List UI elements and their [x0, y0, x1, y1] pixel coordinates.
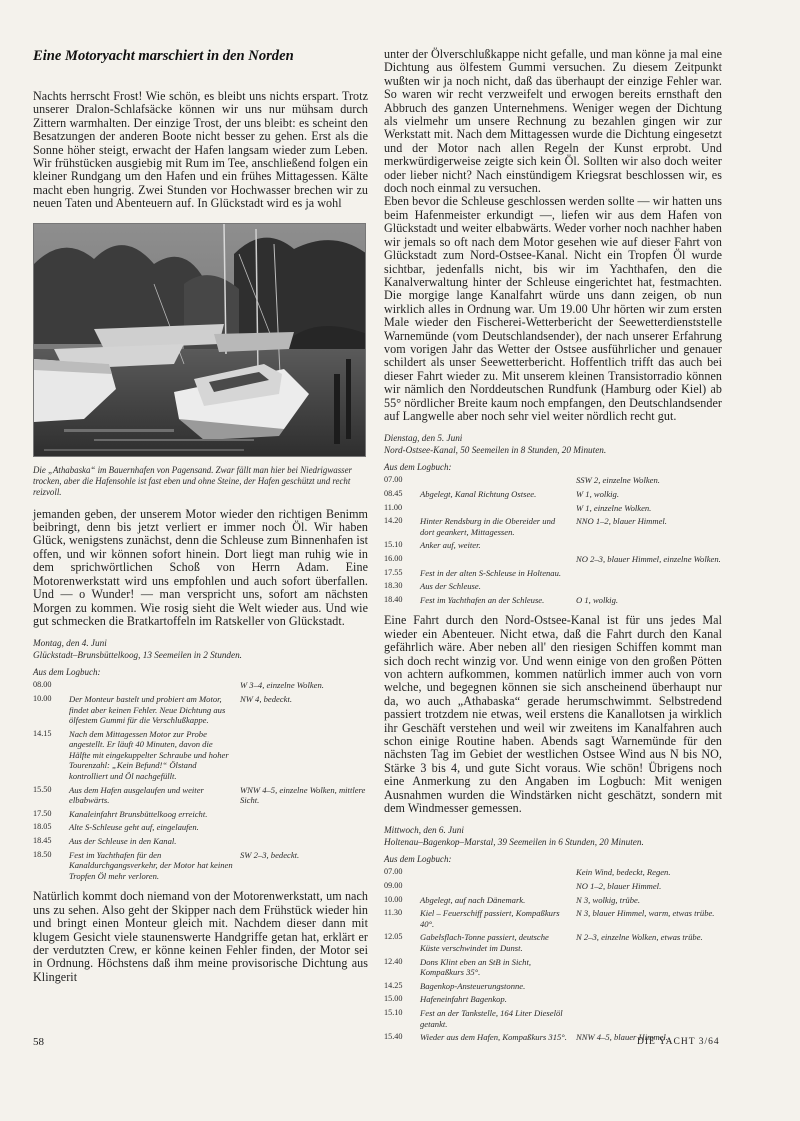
log-time: 14.20 — [384, 516, 403, 526]
publication-footer: DIE YACHT 3/64 — [637, 1037, 720, 1047]
log-event: Der Monteur bastelt und probiert am Motor, findet aber keinen Fehler. Neue Dichtung aus ölfestem Gummi für die Verschlußkappe. — [69, 693, 226, 726]
log-time: 18.40 — [384, 594, 403, 604]
log-event: Bagenkop-Ansteuerungstonne. — [420, 980, 526, 991]
log-event: Fest im Yachthafen für den Kanaldurchgangsverkehr, der Motor hat keinen Tropfen Öl mehr verloren. — [69, 849, 233, 881]
log-weather: SW 2–3, bedeckt. — [240, 849, 300, 860]
log-weather — [576, 568, 722, 582]
log-time: 17.55 — [384, 567, 403, 577]
log-row — [384, 881, 722, 895]
right-paragraph-1: unter der Ölverschlußkappe nicht gefalle, und man könne ja mal eine Dichtung aus ölfestem Gummi versuchen. Zu diesem Zeitpunkt wußten wir ja noch nicht, daß das überhaupt der einzige Fehler war. So waren wir recht verzweifelt und erwogen bereits ernsthaft den Abbruch des ganzen Unternehmens. Weniger wegen der Dichtung als vielmehr um unsere Rechnung zu bezahlen gingen wir zur Werkstatt mit. Nach dem Mittagessen wurde die Dichtung eingesetzt und der Motor nach allen Regeln der Kunst erprobt. Und merkwürdigerweise zeigte sich kein Öl. Sollten wir also doch weiter oder lieber nicht? Nach einstündigem Kriegsrat beschlossen wir, es doch noch einmal zu versuchen. — [384, 47, 722, 196]
log-monday-route: Glückstadt–Brunsbüttelkoog, 13 Seemeilen in 2 Stunden. — [33, 649, 242, 660]
right-paragraph-2: Eben bevor die Schleuse geschlossen werden sollte — wir hatten uns beim Hafenmeister erkundigt —, liefen wir aus dem Hafen von Glückstadt und weiter elbabwärts. Weder vorher noch nachher haben wir jemals so oft nach dem Motor gesehen wie auf dieser Fahrt von Glückstadt zum Nord-Ostsee-Kanal. Nicht ein Tropfen Öl wurde sichtbar, jedenfalls nicht, bis wir im Yachthafen, den die Kanalverwaltung hinter der Schleuse eingerichtet hat, festmachten. Die morgige lange Kanalfahrt würde uns dann zeigen, ob nun wirklich alles in Ordnung war. Um 19.00 Uhr hörten wir zum ersten Male wieder den Fischerei-Wetterbericht der Seewetterdienststelle Warnemünde (vom Deutschlandsender), der nach unserer Erfahrung vom vorigen Jahr das Wetter der Ostsee ausführlicher und genauer schildert als unser Seewetterbericht. Hoffentlich trifft das auch bei dieser Fahrt wieder zu. Mit unserem kleinen Transistorradio können wir nämlich den Norddeutschen Rundfunk (Hamburg oder Kiel) ab 55° nördlicher Breite kaum noch empfangen, den Deutschlandsender auf Langwelle aber noch sehr viel weiter nördlich recht gut. — [384, 194, 722, 423]
harbor-photo — [33, 223, 366, 457]
log-event: Anker auf, weiter. — [420, 540, 481, 551]
log-time: 12.05 — [384, 932, 403, 942]
log-weather — [240, 809, 368, 823]
log-weather: O 1, wolkig. — [576, 594, 619, 605]
log-event: Nach dem Mittagessen Motor zur Probe angestellt. Er läuft 40 Minuten, davon die Hälfte mit eingekuppelter Schraube und hoher Tourenzahl: „Kein Befund!“ Ölstand kontrolliert und Öl nachgefüllt. — [69, 728, 229, 782]
log-event: Alte S-Schleuse geht auf, eingelaufen. — [69, 822, 199, 833]
photo-caption: Die „Athabaska“ im Bauernhafen von Pagensand. Zwar fällt man hier bei Niedrigwasser trocken, aber die Hafensohle ist fast eben und ohne Steine, der Hafen geschützt und recht reizvoll. — [33, 464, 352, 497]
log-event — [69, 680, 240, 694]
log-row — [384, 1008, 722, 1032]
log-time: 18.05 — [33, 822, 52, 832]
log-weather: WNW 4–5, einzelne Wolken, mittlere Sicht. — [240, 784, 366, 806]
log-row — [384, 957, 722, 981]
log-row — [384, 994, 722, 1008]
log-row — [384, 516, 722, 540]
log-monday-date: Montag, den 4. Juni — [33, 638, 107, 649]
left-paragraph-1: Nachts herrscht Frost! Wie schön, es bleibt uns nichts erspart. Trotz unserer Dralon-Schlafsäcke können wir uns nur mühsam durch Zittern warmhalten. Der einzige Trost, der uns bleibt: es scheint den Besatzungen der anderen Boote nicht besser zu gehen. Erst als die Sonne höher steigt, erwacht der Hafen langsam wieder zum Leben. Wir frühstücken ausgiebig mit Rum im Tee, anschließend folgen ein kleiner Rundgang um den Hafen und ein frühes Mittagessen. Kälte macht eben hungrig. Zwei Stunden vor Hochwasser brechen wir zu neuen Taten und Abenteuern auf. In Glückstadt wird es ja wohl — [33, 89, 368, 211]
log-row — [384, 981, 722, 995]
article-headline: Eine Motoryacht marschiert in den Norden — [33, 48, 294, 64]
log-weather: NO 1–2, blauer Himmel. — [576, 881, 662, 891]
log-weather — [240, 836, 368, 850]
left-paragraph-3: Natürlich kommt doch niemand von der Motorenwerkstatt, um nach uns zu sehen. Also geht der Skipper nach dem Frühstück wieder hin und bringt einen Monteur gleich mit. Nachdem dieser dann mit klugem Gesicht viele staunenswerte Handgriffe getan hat, erklärt er der verdutzten Crew, er könne keinen Fehler finden, der Motor sei in Ordnung. Höchstens daß ihm meine provisorische Dichtung aus Klingerit — [33, 889, 368, 984]
log-time: 15.00 — [384, 994, 403, 1004]
log-row — [384, 475, 722, 489]
log-row — [384, 867, 722, 881]
log-row — [384, 908, 722, 932]
log-time: 18.50 — [33, 849, 52, 859]
log-time: 16.00 — [384, 553, 403, 563]
log-time: 08.45 — [384, 488, 403, 498]
log-row — [384, 932, 722, 956]
log-time: 11.30 — [384, 908, 403, 918]
log-wednesday-table — [384, 867, 722, 1045]
log-tuesday-date: Dienstag, den 5. Juni — [384, 433, 463, 444]
log-row — [33, 680, 368, 694]
log-event — [420, 503, 576, 517]
log-event: Fest im Yachthafen an der Schleuse. — [420, 594, 545, 605]
right-column — [384, 48, 722, 1046]
log-weather — [576, 981, 722, 995]
log-weather: W 1, einzelne Wolken. — [576, 502, 652, 513]
log-row — [384, 540, 722, 554]
log-row — [33, 822, 368, 836]
log-event: Abgelegt, Kanal Richtung Ostsee. — [420, 488, 537, 499]
log-time: 07.00 — [384, 475, 403, 485]
log-row — [384, 554, 722, 568]
log-event: Fest an der Tankstelle, 164 Liter Dieselöl getankt. — [420, 1007, 563, 1029]
log-wednesday-header — [384, 825, 722, 848]
log-weather: NNO 1–2, blauer Himmel. — [576, 516, 667, 527]
log-event: Aus der Schleuse. — [420, 581, 481, 592]
log-weather: Kein Wind, bedeckt, Regen. — [576, 867, 671, 878]
log-time: 08.00 — [33, 680, 52, 690]
log-event: Hafeneinfahrt Bagenkop. — [420, 994, 507, 1005]
log-row — [33, 694, 368, 729]
log-event: Kanaleinfahrt Brunsbüttelkoog erreicht. — [69, 808, 208, 819]
log-monday-header — [33, 638, 368, 661]
log-time: 07.00 — [384, 867, 403, 877]
log-weather — [576, 957, 722, 981]
left-column — [33, 48, 368, 984]
log-event — [420, 881, 576, 895]
log-row — [384, 595, 722, 609]
log-wednesday-route: Holtenau–Bagenkop–Marstal, 39 Seemeilen in 6 Stunden, 20 Minuten. — [384, 836, 644, 847]
log-wednesday-subheading: Aus dem Logbuch: — [384, 854, 452, 865]
log-time: 11.00 — [384, 502, 403, 512]
log-tuesday-table — [384, 475, 722, 608]
log-tuesday-route: Nord-Ostsee-Kanal, 50 Seemeilen in 8 Stunden, 20 Minuten. — [384, 444, 607, 455]
log-weather: SSW 2, einzelne Wolken. — [576, 475, 660, 486]
log-time: 18.30 — [384, 581, 403, 591]
log-weather — [576, 1008, 722, 1032]
log-time: 10.00 — [33, 693, 52, 703]
log-event: Gabelsflach-Tonne passiert, deutsche Küste verschwindet im Dunst. — [420, 932, 549, 953]
log-time: 14.15 — [33, 728, 52, 738]
log-event: Abgelegt, auf nach Dänemark. — [420, 894, 526, 905]
log-row — [384, 581, 722, 595]
log-row — [33, 836, 368, 850]
log-weather: NO 2–3, blauer Himmel, einzelne Wolken. — [576, 553, 721, 564]
log-time: 17.50 — [33, 808, 52, 818]
log-event — [420, 475, 576, 489]
log-event: Aus dem Hafen ausgelaufen und weiter elbabwärts. — [69, 784, 204, 806]
log-weather: NNW 4–5, blauer Himmel. — [576, 1032, 668, 1043]
log-weather — [576, 540, 722, 554]
harbor-photo-image — [34, 224, 366, 457]
log-time: 18.45 — [33, 836, 52, 846]
log-row — [384, 568, 722, 582]
log-monday-subheading: Aus dem Logbuch: — [33, 667, 101, 678]
log-time: 15.50 — [33, 784, 52, 794]
log-event: Fest in der alten S-Schleuse in Holtenau. — [420, 567, 562, 578]
log-row — [384, 503, 722, 517]
log-weather: W 1, wolkig. — [576, 488, 619, 499]
log-weather: NW 4, bedeckt. — [240, 693, 293, 704]
log-row — [33, 809, 368, 823]
log-row — [33, 729, 368, 785]
page-number: 58 — [33, 1036, 44, 1048]
left-paragraph-2: jemanden geben, der unserem Motor wieder den richtigen Benimm beibringt, denn bis jetzt verliert er immer noch Öl. Wir haben Glück, wenigstens zunächst, denn die Schleuse zum Binnenhafen ist offen, und wir können sofort hinein. Dort liegt man ruhig wie in dem sprichwörtlichen Schoß von Herrn Adam. Eine Motorenwerkstatt wird uns empfohlen und auch sofort überfallen. Und — o Wunder! — man verspricht uns, sofort am nächsten Morgen zu kommen. Wie rosig sieht die Welt wieder aus. Und wie gut schmecken die Bratkartoffeln im Ratskeller von Glückstadt. — [33, 506, 368, 628]
log-event: Aus der Schleuse in den Kanal. — [69, 836, 177, 847]
log-tuesday-header — [384, 433, 722, 456]
log-event: Wieder aus dem Hafen, Kompaßkurs 315°. — [420, 1032, 567, 1043]
log-weather: W 3–4, einzelne Wolken. — [240, 680, 324, 691]
log-event: Kiel – Feuerschiff passiert, Kompaßkurs 40°. — [420, 908, 560, 929]
log-time: 14.25 — [384, 980, 403, 990]
log-weather — [240, 822, 368, 836]
log-weather: N 3, wolkig, trübe. — [576, 894, 640, 905]
log-time: 15.10 — [384, 540, 403, 550]
log-time: 12.40 — [384, 956, 403, 966]
log-time: 10.00 — [384, 894, 403, 904]
log-monday-table — [33, 680, 368, 884]
log-event — [420, 867, 576, 881]
log-row — [33, 785, 368, 809]
log-event — [420, 554, 576, 568]
log-tuesday-subheading: Aus dem Logbuch: — [384, 462, 452, 473]
log-row — [384, 489, 722, 503]
log-weather: N 2–3, einzelne Wolken, etwas trübe. — [576, 932, 703, 943]
log-event: Dons Klint eben an StB in Sicht, Kompaßkurs 35°. — [420, 956, 531, 978]
log-weather — [576, 994, 722, 1008]
log-row — [33, 850, 368, 885]
log-time: 09.00 — [384, 881, 403, 890]
log-weather — [576, 581, 722, 595]
log-wednesday-date: Mittwoch, den 6. Juni — [384, 825, 464, 836]
log-event: Hinter Rendsburg in die Obereider und dort geankert, Mittagessen. — [420, 516, 556, 537]
log-time: 15.40 — [384, 1032, 403, 1042]
log-weather — [240, 729, 368, 785]
log-time: 15.10 — [384, 1007, 403, 1017]
log-row — [384, 895, 722, 909]
log-weather: N 3, blauer Himmel, warm, etwas trübe. — [576, 908, 715, 919]
right-paragraph-3: Eine Fahrt durch den Nord-Ostsee-Kanal ist für uns jedes Mal wieder ein Abenteuer. Nicht etwa, daß die Fahrt durch den Kanal gefährlich wäre. Aber neben all' den riesigen Schiffen kommt man sich doch recht winzig vor. Und wenn einige von den großen Pötten von achtern aufkommen, kommen natürlich immer auch von vorn welche, und begegnen können sie sich anscheinend überhaupt nur da, wo auch „Athabaska“ gerade herumschwimmt. Selbstredend passiert trotzdem nie etwas, weil erstens die Kanallotsen ja wirklich ihr Geschäft verstehen und weil wir zweitens im Kanalfahren auch schon einige Routine haben. Abends sagt Warnemünde für den nächsten Tag im Gebiet der westlichen Ostsee Wind aus N bis NO, Stärke 3 bis 4, und gute Sicht voraus. Wie schön! Übrigens noch eine Anmerkung zu den Angaben im Logbuch: Mit wenigen Ausnahmen wurden die Windstärken nicht geschätzt, sondern mit dem Windmesser gemessen. — [384, 613, 722, 815]
